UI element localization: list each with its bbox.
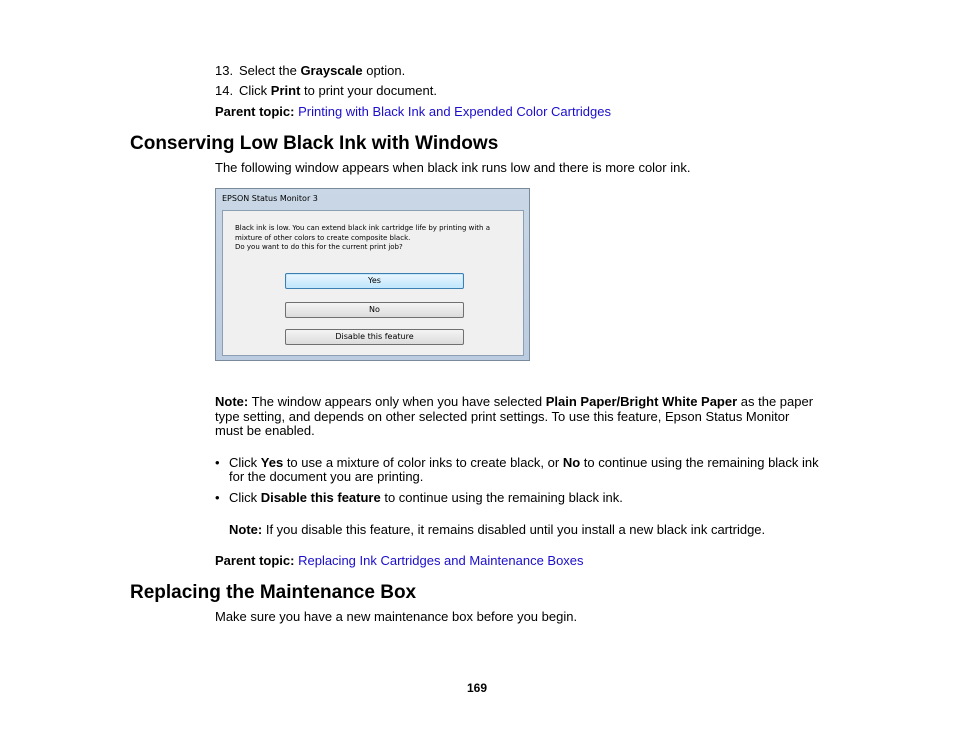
step-text-end: option. <box>362 63 406 78</box>
bullet-text: to use a mixture of color inks to create black, or <box>283 455 563 470</box>
bullet-2-line-1 <box>229 490 623 505</box>
status-monitor-dialog-screenshot <box>215 188 530 361</box>
page-number: 169 <box>466 681 488 695</box>
section-intro: Make sure you have a new maintenance box before you begin. <box>215 609 578 624</box>
note-2 <box>229 522 765 537</box>
step-text: Click <box>239 83 271 98</box>
bullet-text: Click <box>229 490 261 505</box>
parent-topic-link[interactable]: Printing with Black Ink and Expended Color Cartridges <box>298 104 611 119</box>
step-13 <box>215 63 405 78</box>
note-label: Note: <box>215 394 249 409</box>
step-text: Select the <box>239 63 301 78</box>
parent-topic-link[interactable]: Replacing Ink Cartridges and Maintenance Boxes <box>298 553 584 568</box>
bullet-text: to continue using the remaining black ink <box>580 455 819 470</box>
step-14 <box>215 83 437 98</box>
disable-feature-button[interactable]: Disable this feature <box>285 329 464 345</box>
bullet-1-line-1 <box>229 455 819 470</box>
dialog-body <box>222 210 524 356</box>
step-number: 14. <box>215 83 234 98</box>
bullet-text: to continue using the remaining black ink. <box>380 490 623 505</box>
dialog-message-line: Black ink is low. You can extend black ink cartridge life by printing with a <box>235 224 491 232</box>
note-1-line-2: type setting, and depends on other selected print settings. To use this feature, Epson Status Monitor <box>215 409 790 424</box>
bullet-marker: • <box>215 455 220 470</box>
bullet-bold-no: No <box>562 455 581 470</box>
section-intro: The following window appears when black ink runs low and there is more color ink. <box>215 160 691 175</box>
yes-button[interactable]: Yes <box>285 273 464 289</box>
dialog-message-line: Do you want to do this for the current print job? <box>235 243 403 251</box>
step-number: 13. <box>215 63 234 78</box>
bullet-text: Click <box>229 455 261 470</box>
note-1-line-3: must be enabled. <box>215 423 315 438</box>
note-label: Note: <box>229 522 263 537</box>
section-heading-conserving: Conserving Low Black Ink with Windows <box>130 133 499 154</box>
parent-topic-2 <box>215 553 584 568</box>
parent-topic-label: Parent topic: <box>215 104 295 119</box>
note-text: The window appears only when you have selected <box>248 394 546 409</box>
no-button[interactable]: No <box>285 302 464 318</box>
step-bold: Print <box>270 83 301 98</box>
note-bold: Plain Paper/Bright White Paper <box>545 394 738 409</box>
parent-topic-label: Parent topic: <box>215 553 295 568</box>
dialog-title: EPSON Status Monitor 3 <box>222 194 318 203</box>
step-bold: Grayscale <box>300 63 363 78</box>
bullet-bold-yes: Yes <box>260 455 284 470</box>
dialog-message-line: mixture of other colors to create composite black. <box>235 233 411 242</box>
step-text-end: to print your document. <box>300 83 437 98</box>
bullet-1-line-2: for the document you are printing. <box>229 469 424 484</box>
note-text-end: as the paper <box>737 394 814 409</box>
dialog-message <box>235 224 490 253</box>
bullet-marker: • <box>215 490 220 505</box>
note-text: If you disable this feature, it remains disabled until you install a new black ink cartridge. <box>262 522 766 537</box>
bullet-bold-disable: Disable this feature <box>260 490 381 505</box>
section-heading-maintenance-box: Replacing the Maintenance Box <box>130 582 417 603</box>
parent-topic-1 <box>215 104 611 119</box>
note-1-line-1 <box>215 394 813 409</box>
